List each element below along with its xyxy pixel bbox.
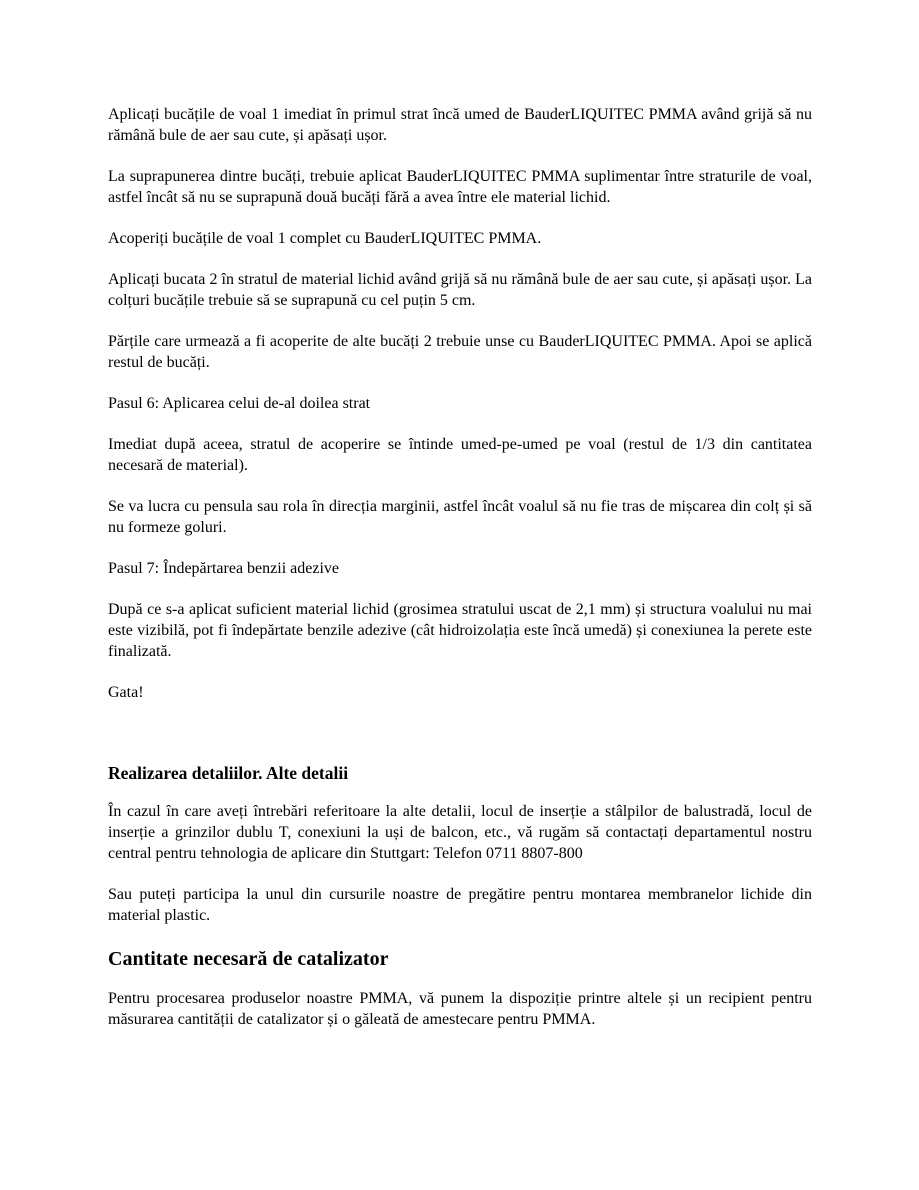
paragraph-remove-tape: După ce s-a aplicat suficient material lichid (grosimea stratului uscat de 2,1 mm) și structura voalului nu mai este vizibilă, pot fi îndepărtate benzile adezive (cât hidroizolația este încă umedă) și conexiunea la perete este finalizată. xyxy=(108,601,812,660)
section-heading-catalyst: Cantitate necesară de catalizator xyxy=(108,948,389,970)
step-6-title: Pasul 6: Aplicarea celui de-al doilea strat xyxy=(108,395,371,412)
paragraph-details-courses: Sau puteți participa la unul din cursurile noastre de pregătire pentru montarea membranelor lichide din material plastic. xyxy=(108,886,812,924)
step-7-title: Pasul 7: Îndepărtarea benzii adezive xyxy=(108,560,339,577)
paragraph-apply-voal-pieces: Aplicați bucățile de voal 1 imediat în primul strat încă umed de BauderLIQUITEC PMMA având grijă să nu rămână bule de aer sau cute, și apăsați ușor. xyxy=(108,106,812,144)
paragraph-details-contact: În cazul în care aveți întrebări referitoare la alte detalii, locul de inserție a stâlpilor de balustradă, locul de inserție a grinzilor dublu T, conexiuni la uși de balcon, etc., vă rugăm să contactați departamentul nostru central pentru tehnologia de aplicare din Stuttgart: Telefon 0711 8807-800 xyxy=(108,803,812,862)
paragraph-catalyst: Pentru procesarea produselor noastre PMMA, vă punem la dispoziție printre altele și un recipient pentru măsurarea cantității de catalizator și o găleată de amestecare pentru PMMA. xyxy=(108,990,812,1028)
paragraph-apply-piece-2: Aplicați bucata 2 în stratul de material lichid având grijă să nu rămână bule de aer sau cute, și apăsați ușor. La colțuri bucățile trebuie să se suprapună cu cel puțin 5 cm. xyxy=(108,271,812,309)
paragraph-cover-voal: Acoperiți bucățile de voal 1 complet cu BauderLIQUITEC PMMA. xyxy=(108,230,542,247)
paragraph-second-layer: Imediat după aceea, stratul de acoperire se întinde umed-pe-umed pe voal (restul de 1/3 din cantitatea necesară de material). xyxy=(108,436,812,474)
paragraph-overlap: La suprapunerea dintre bucăți, trebuie aplicat BauderLIQUITEC PMMA suplimentar între straturile de voal, astfel încât să nu se suprapună două bucăți fără a avea între ele material lichid. xyxy=(108,168,812,206)
paragraph-remaining-pieces: Părțile care urmează a fi acoperite de alte bucăți 2 trebuie unse cu BauderLIQUITEC PMMA. Apoi se aplică restul de bucăți. xyxy=(108,333,812,371)
section-heading-details: Realizarea detaliilor. Alte detalii xyxy=(108,763,349,783)
paragraph-brush-direction: Se va lucra cu pensula sau rola în direcția marginii, astfel încât voalul să nu fie tras de mișcarea din colț și să nu formeze goluri. xyxy=(108,498,812,536)
paragraph-done: Gata! xyxy=(108,684,144,701)
document-page xyxy=(108,104,812,1050)
